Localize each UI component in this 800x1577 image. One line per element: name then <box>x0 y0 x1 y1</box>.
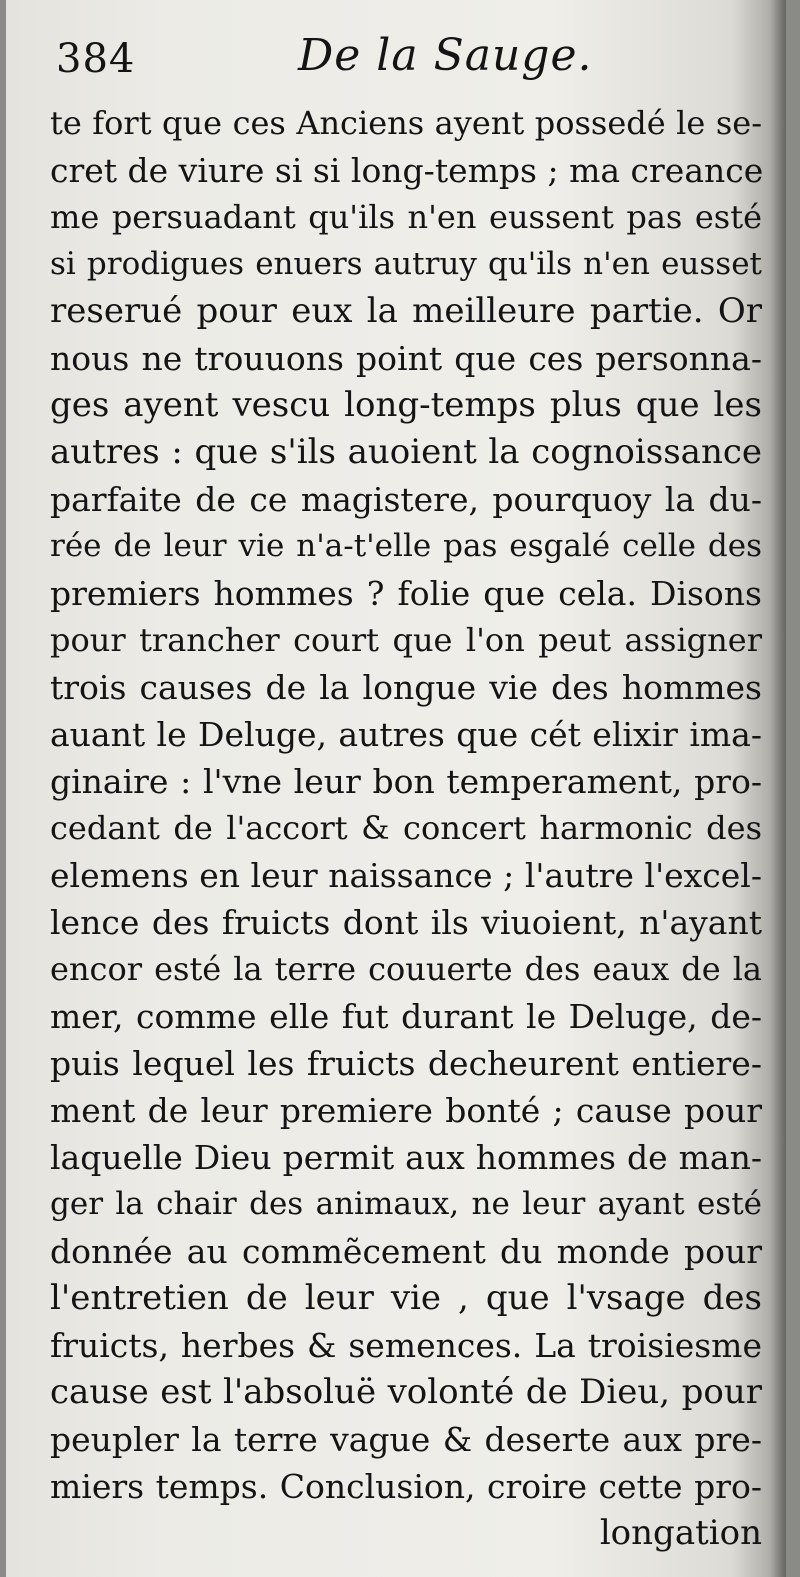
text-line: encor esté la terre couuerte des eaux de la <box>50 950 762 988</box>
catchword: longation <box>599 1513 762 1553</box>
text-line: mer, comme elle fut durant le Deluge, de- <box>50 997 762 1036</box>
text-line: ges ayent vescu long-temps plus que les <box>50 385 762 425</box>
text-line: elemens en leur naissance ; l'autre l'excel- <box>50 856 762 895</box>
text-line: donnée au commẽcement du monde pour <box>50 1232 762 1271</box>
text-line: peupler la terre vague & deserte aux pre- <box>50 1420 762 1459</box>
book-page <box>6 0 786 1577</box>
text-line: trois causes de la longue vie des hommes <box>50 668 762 707</box>
text-line: cause est l'absoluë volonté de Dieu, pour <box>50 1372 762 1412</box>
text-line: l'entretien de leur vie , que l'vsage des <box>50 1278 762 1318</box>
text-line: laquelle Dieu permit aux hommes de man- <box>50 1138 762 1177</box>
text-line: cedant de l'accort & concert harmonic des <box>50 809 762 847</box>
text-line: ment de leur premiere bonté ; cause pour <box>50 1091 762 1130</box>
text-line: te fort que ces Anciens ayent possedé le se- <box>50 104 762 142</box>
text-line: reserué pour eux la meilleure partie. Or <box>50 291 762 331</box>
text-line: parfaite de ce magistere, pourquoy la du- <box>50 480 762 519</box>
text-line: auant le Deluge, autres que cét elixir ima- <box>50 715 762 754</box>
text-line: nous ne trouuons point que ces personna- <box>50 339 762 378</box>
page-edge-shadow <box>770 0 786 1577</box>
text-line: puis lequel les fruicts decheurent entiere- <box>50 1044 762 1083</box>
text-line: me persuadant qu'ils n'en eussent pas esté <box>50 198 762 236</box>
text-line: rée de leur vie n'a-t'elle pas esgalé celle des <box>50 528 762 564</box>
text-line: pour trancher court que l'on peut assigner <box>50 621 762 659</box>
running-head: De la Sauge. <box>298 30 593 81</box>
text-line: ger la chair des animaux, ne leur ayant esté <box>50 1186 762 1222</box>
text-line: lence des fruicts dont ils viuoient, n'ayant <box>50 903 762 942</box>
text-line: premiers hommes ? folie que cela. Disons <box>50 574 762 613</box>
text-line: si prodigues enuers autruy qu'ils n'en eusset <box>50 246 762 282</box>
page-header <box>6 0 786 100</box>
page-number: 384 <box>56 36 136 82</box>
text-line: fruicts, herbes & semences. La troisiesme <box>50 1326 762 1365</box>
text-line: autres : que s'ils auoient la cognoissance <box>50 432 762 472</box>
text-line: ginaire : l'vne leur bon temperament, pro- <box>50 762 762 801</box>
body-text <box>50 100 762 1557</box>
text-line: miers temps. Conclusion, croire cette pro- <box>50 1467 762 1506</box>
text-line: cret de viure si si long-temps ; ma creance <box>50 151 764 190</box>
